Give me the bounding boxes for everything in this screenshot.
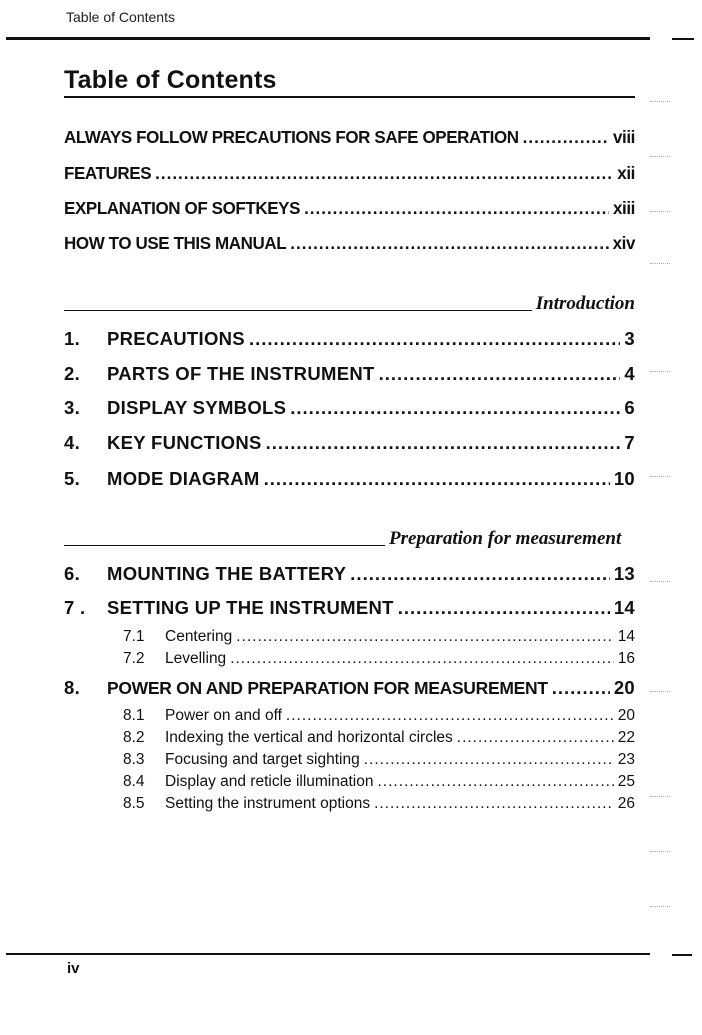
toc-chapter-2[interactable] — [64, 363, 635, 385]
toc-subsection-8-5[interactable] — [123, 795, 635, 813]
chapter-number: 1. — [64, 328, 81, 349]
subsection-page: 16 — [617, 650, 635, 667]
chapter-number: 5. — [64, 468, 81, 489]
dot-leader — [290, 234, 608, 255]
subsection-page: 25 — [617, 773, 635, 790]
page-title: Table of Contents — [64, 66, 277, 94]
section-heading-label: Introduction — [535, 293, 635, 314]
scan-edge-mark — [650, 795, 670, 797]
chapter-title: POWER ON AND PREPARATION FOR MEASUREMENT — [107, 678, 548, 698]
subsection-number: 8.1 — [123, 707, 145, 724]
top-rule — [6, 37, 650, 40]
chapter-title: PRECAUTIONS — [107, 328, 245, 349]
dot-leader — [155, 164, 613, 185]
toc-subsection-8-4[interactable] — [123, 773, 635, 791]
scan-edge-mark — [650, 580, 670, 582]
toc-chapter-5[interactable] — [64, 468, 635, 490]
dot-leader — [552, 677, 610, 699]
dot-leader — [350, 563, 610, 585]
section-heading-preparation — [64, 526, 635, 550]
dot-leader — [230, 650, 614, 668]
toc-subsection-8-3[interactable] — [123, 751, 635, 769]
chapter-page: 4 — [624, 363, 635, 384]
chapter-title: SETTING UP THE INSTRUMENT — [107, 597, 394, 618]
chapter-title: PARTS OF THE INSTRUMENT — [107, 363, 375, 384]
chapter-page: 6 — [624, 397, 635, 418]
scan-edge-mark — [650, 690, 670, 692]
subsection-number: 8.4 — [123, 773, 145, 790]
bottom-rule — [6, 953, 650, 955]
chapter-number: 6. — [64, 563, 81, 584]
bottom-rule-tail — [672, 954, 692, 956]
dot-leader — [398, 597, 610, 619]
running-header: Table of Contents — [66, 9, 175, 25]
chapter-number: 7 . — [64, 597, 86, 618]
subsection-number: 8.3 — [123, 751, 145, 768]
toc-entry-precautions-safe-operation[interactable] — [64, 128, 635, 149]
toc-chapter-8[interactable] — [64, 677, 635, 699]
toc-chapter-3[interactable] — [64, 397, 635, 419]
subsection-page: 23 — [617, 751, 635, 768]
subsection-title: Focusing and target sighting — [165, 751, 360, 768]
subsection-number: 8.5 — [123, 795, 145, 812]
subsection-title: Power on and off — [165, 707, 282, 724]
toc-chapter-7[interactable] — [64, 597, 635, 619]
scan-edge-mark — [650, 100, 670, 102]
chapter-title: DISPLAY SYMBOLS — [107, 397, 287, 418]
toc-entry-how-to-use[interactable] — [64, 234, 635, 255]
toc-entry-page: xiii — [612, 198, 635, 219]
toc-subsection-8-1[interactable] — [123, 707, 635, 725]
subsection-title: Indexing the vertical and horizontal circles — [165, 729, 453, 746]
toc-chapter-1[interactable] — [64, 328, 635, 350]
toc-entry-title: HOW TO USE THIS MANUAL — [64, 233, 287, 254]
chapter-page: 10 — [613, 468, 635, 489]
scan-edge-mark — [650, 155, 670, 157]
subsection-page: 14 — [617, 628, 635, 645]
section-heading-introduction — [64, 291, 635, 315]
dot-leader — [374, 795, 614, 813]
toc-entry-page: xii — [617, 163, 635, 184]
subsection-number: 8.2 — [123, 729, 145, 746]
chapter-page: 14 — [613, 597, 635, 618]
subsection-title: Levelling — [165, 650, 227, 667]
section-rule — [64, 545, 385, 546]
toc-entry-title: EXPLANATION OF SOFTKEYS — [64, 198, 301, 219]
chapter-title: MODE DIAGRAM — [107, 468, 260, 489]
chapter-title: MOUNTING THE BATTERY — [107, 563, 347, 584]
toc-chapter-4[interactable] — [64, 432, 635, 454]
dot-leader — [266, 432, 621, 454]
toc-entry-page: viii — [612, 127, 635, 148]
subsection-page: 20 — [617, 707, 635, 724]
dot-leader — [304, 199, 609, 220]
scan-edge-mark — [650, 850, 670, 852]
chapter-page: 3 — [624, 328, 635, 349]
dot-leader — [236, 628, 614, 646]
toc-chapter-6[interactable] — [64, 563, 635, 585]
toc-entry-softkeys[interactable] — [64, 199, 635, 220]
toc-subsection-7-2[interactable] — [123, 650, 635, 668]
chapter-number: 2. — [64, 363, 81, 384]
scan-edge-mark — [650, 905, 670, 907]
title-rule — [64, 96, 635, 98]
dot-leader — [249, 328, 620, 350]
chapter-number: 3. — [64, 397, 81, 418]
subsection-title: Display and reticle illumination — [165, 773, 374, 790]
dot-leader — [364, 751, 614, 769]
dot-leader — [286, 707, 614, 725]
chapter-page: 20 — [613, 677, 635, 698]
toc-subsection-7-1[interactable] — [123, 628, 635, 646]
dot-leader — [523, 128, 609, 149]
chapter-number: 8. — [64, 677, 81, 698]
toc-entry-page: xiv — [612, 233, 635, 254]
chapter-page: 13 — [613, 563, 635, 584]
dot-leader — [379, 363, 621, 385]
section-heading-label: Preparation for measurement — [389, 528, 622, 549]
section-rule — [64, 310, 532, 311]
scan-edge-mark — [650, 262, 670, 264]
chapter-page: 7 — [624, 432, 635, 453]
dot-leader — [264, 468, 610, 490]
toc-entry-title: FEATURES — [64, 163, 152, 184]
subsection-page: 22 — [617, 729, 635, 746]
subsection-number: 7.1 — [123, 628, 145, 645]
page-number: iv — [67, 960, 80, 977]
toc-entry-features[interactable] — [64, 164, 635, 185]
scan-edge-mark — [650, 210, 670, 212]
dot-leader — [457, 729, 614, 747]
dot-leader — [290, 397, 620, 419]
subsection-title: Centering — [165, 628, 233, 645]
chapter-title: KEY FUNCTIONS — [107, 432, 262, 453]
subsection-title: Setting the instrument options — [165, 795, 371, 812]
subsection-number: 7.2 — [123, 650, 145, 667]
top-rule-tail — [672, 38, 694, 40]
dot-leader — [378, 773, 614, 791]
chapter-number: 4. — [64, 432, 81, 453]
toc-subsection-8-2[interactable] — [123, 729, 635, 747]
scan-edge-mark — [650, 475, 670, 477]
subsection-page: 26 — [617, 795, 635, 812]
scan-edge-mark — [650, 370, 670, 372]
toc-entry-title: ALWAYS FOLLOW PRECAUTIONS FOR SAFE OPERATION — [64, 127, 519, 148]
